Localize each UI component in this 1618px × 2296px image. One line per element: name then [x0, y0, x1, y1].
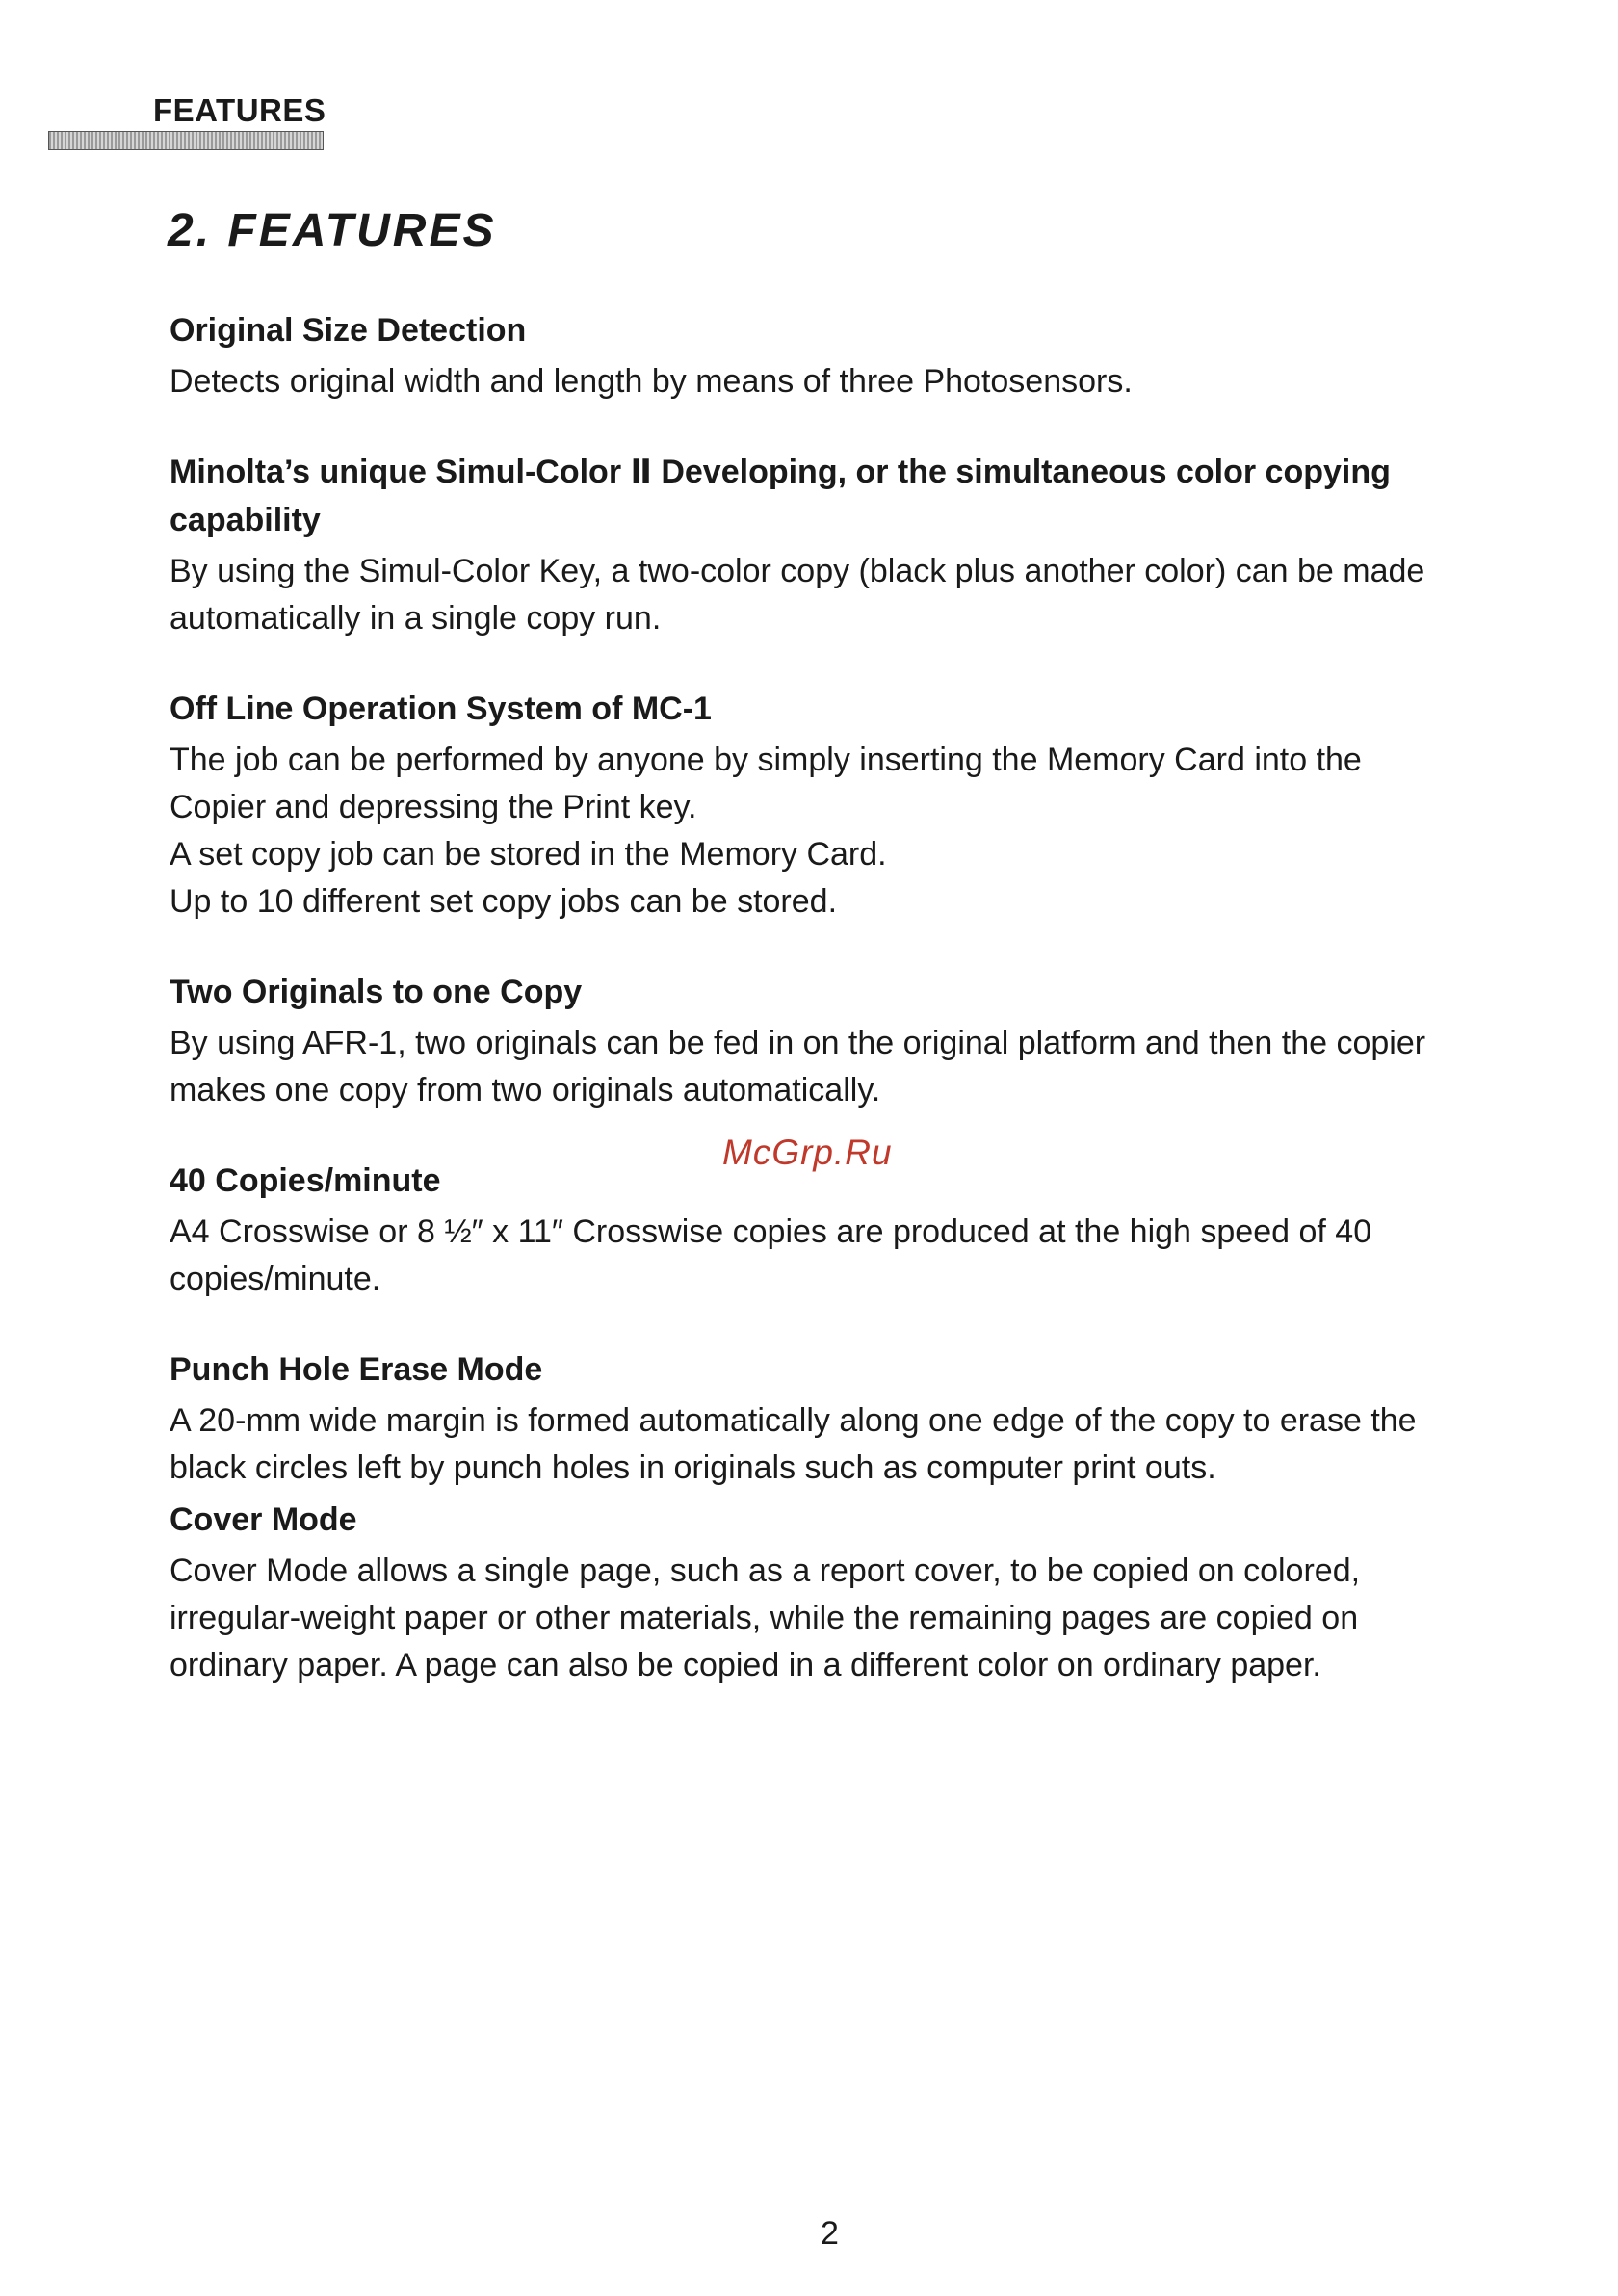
section-paragraph: A 20-mm wide margin is formed automatically along one edge of the copy to erase the black circles left by punch holes in originals such as computer print outs.: [170, 1402, 1417, 1486]
section-paragraph: Up to 10 different set copy jobs can be stored.: [170, 883, 838, 920]
section-paragraph: By using AFR-1, two originals can be fed in on the original platform and then the copier makes one copy from two originals automatically.: [170, 1025, 1426, 1109]
section-paragraph: The job can be performed by anyone by simply inserting the Memory Card into the Copier and depressing the Print key.: [170, 742, 1362, 825]
page-title: 2. FEATURES: [168, 205, 497, 256]
section-paragraph: A4 Crosswise or 8 ½″ x 11″ Crosswise copies are produced at the high speed of 40 copies/minute.: [170, 1213, 1372, 1297]
section-cover-mode: [170, 1496, 1441, 1689]
section-paragraph: Cover Mode allows a single page, such as a report cover, to be copied on colored, irregular-weight paper or other materials, while the remaining pages are copied on ordinary paper. A page can also be copied in a different color on ordinary paper.: [170, 1552, 1361, 1683]
section-title: Off Line Operation System of MC-1: [170, 691, 712, 727]
running-header: FEATURES: [153, 92, 326, 128]
section-title: Cover Mode: [170, 1501, 357, 1538]
section-two-originals: [170, 968, 1441, 1114]
section-original-size-detection: [170, 306, 1441, 405]
section-title: Minolta’s unique Simul-Color Ⅱ Developing, or the simultaneous color copying capability: [170, 454, 1391, 538]
section-title: Two Originals to one Copy: [170, 974, 583, 1010]
section-off-line-operation: [170, 685, 1441, 926]
section-paragraph: Detects original width and length by means of three Photosensors.: [170, 363, 1133, 400]
section-title: Original Size Detection: [170, 312, 527, 349]
section-title: 40 Copies/minute: [170, 1162, 441, 1199]
section-paragraph: A set copy job can be stored in the Memory Card.: [170, 836, 887, 873]
section-40-copies: [170, 1157, 1441, 1303]
features-content: [170, 306, 1441, 1732]
section-punch-hole-erase: [170, 1345, 1441, 1492]
section-title: Punch Hole Erase Mode: [170, 1351, 543, 1388]
watermark-text: McGrp.Ru: [722, 1133, 893, 1172]
header-rule-bar: [48, 131, 324, 150]
section-simul-color: [170, 448, 1441, 642]
section-paragraph: By using the Simul-Color Key, a two-color copy (black plus another color) can be made automatically in a single copy run.: [170, 553, 1425, 637]
page-number: 2: [821, 2215, 839, 2252]
